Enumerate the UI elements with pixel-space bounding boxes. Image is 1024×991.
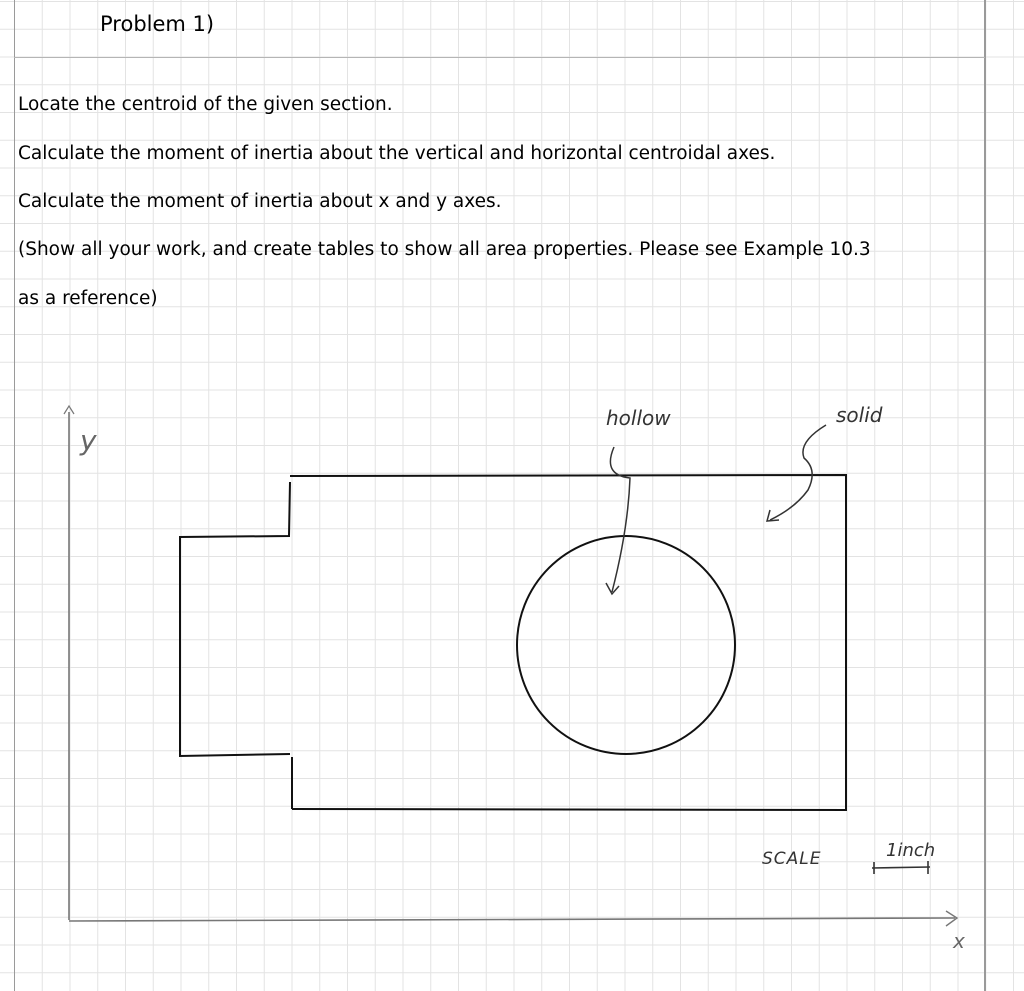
x-axis bbox=[69, 911, 957, 926]
hollow-label: hollow bbox=[606, 406, 671, 430]
section-outline bbox=[180, 475, 846, 810]
hollow-circle bbox=[517, 536, 735, 754]
instruction-line-2: Calculate the moment of inertia about the vertical and horizontal centroidal axes. bbox=[18, 143, 776, 164]
x-axis-label: x bbox=[953, 929, 965, 953]
problem-title: Problem 1) bbox=[100, 12, 215, 36]
instruction-line-3: Calculate the moment of inertia about x and y axes. bbox=[18, 191, 502, 212]
instruction-line-1: Locate the centroid of the given section. bbox=[18, 94, 393, 115]
solid-leader-arrow bbox=[767, 425, 826, 521]
scale-bar bbox=[872, 861, 930, 874]
scale-label: SCALE bbox=[762, 849, 822, 869]
y-axis bbox=[64, 406, 74, 920]
hollow-leader-arrow bbox=[606, 447, 630, 594]
instruction-line-4: (Show all your work, and create tables to show all area properties. Please see Example 10.3 bbox=[18, 239, 871, 260]
y-axis-label: y bbox=[80, 424, 97, 457]
solid-label: solid bbox=[836, 403, 883, 427]
instruction-line-5: as a reference) bbox=[18, 288, 158, 309]
scale-unit-label: 1inch bbox=[886, 840, 936, 861]
